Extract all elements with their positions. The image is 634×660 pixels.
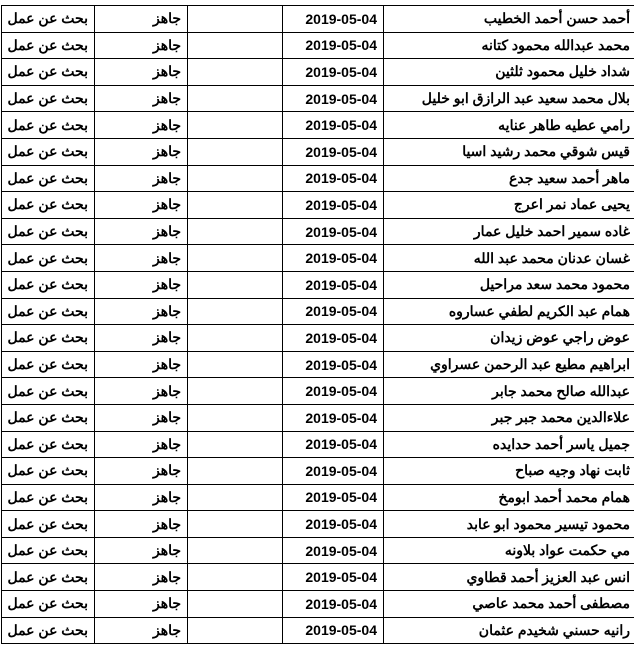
empty-cell bbox=[188, 85, 283, 112]
state-cell: جاهز bbox=[95, 85, 188, 112]
applicant-name-cell: رامي عطيه طاهر عنايه bbox=[384, 112, 634, 139]
date-cell: 2019-05-04 bbox=[283, 537, 384, 564]
status-cell: بحث عن عمل bbox=[2, 484, 95, 511]
empty-cell bbox=[188, 484, 283, 511]
empty-cell bbox=[188, 591, 283, 618]
state-cell: جاهز bbox=[95, 591, 188, 618]
state-cell: جاهز bbox=[95, 564, 188, 591]
applicant-name-cell: غسان عدنان محمد عبد الله bbox=[384, 245, 634, 272]
table-row bbox=[2, 404, 634, 431]
date-cell: 2019-05-04 bbox=[283, 378, 384, 405]
applicant-name-cell: همام محمد أحمد ابومخ bbox=[384, 484, 634, 511]
state-cell: جاهز bbox=[95, 112, 188, 139]
state-cell: جاهز bbox=[95, 511, 188, 538]
status-cell: بحث عن عمل bbox=[2, 112, 95, 139]
table-row bbox=[2, 564, 634, 591]
table-row bbox=[2, 458, 634, 485]
status-cell: بحث عن عمل bbox=[2, 351, 95, 378]
status-cell: بحث عن عمل bbox=[2, 298, 95, 325]
applicant-name-cell: غاده سمير احمد خليل عمار bbox=[384, 218, 634, 245]
applicant-name-cell: يحيى عماد نمر اعرج bbox=[384, 192, 634, 219]
status-cell: بحث عن عمل bbox=[2, 617, 95, 644]
applicant-name-cell: محمود تيسير محمود ابو عابد bbox=[384, 511, 634, 538]
applicant-name-cell: همام عبد الكريم لطفي عساروه bbox=[384, 298, 634, 325]
applicant-name-cell: محمد عبدالله محمود كتانه bbox=[384, 32, 634, 59]
table-row bbox=[2, 617, 634, 644]
date-cell: 2019-05-04 bbox=[283, 484, 384, 511]
state-cell: جاهز bbox=[95, 218, 188, 245]
empty-cell bbox=[188, 59, 283, 86]
status-cell: بحث عن عمل bbox=[2, 245, 95, 272]
applicant-name-cell: رانيه حسني شخيدم عثمان bbox=[384, 617, 634, 644]
state-cell: جاهز bbox=[95, 271, 188, 298]
state-cell: جاهز bbox=[95, 59, 188, 86]
applicant-name-cell: ماهر أحمد سعيد جدع bbox=[384, 165, 634, 192]
state-cell: جاهز bbox=[95, 458, 188, 485]
date-cell: 2019-05-04 bbox=[283, 138, 384, 165]
date-cell: 2019-05-04 bbox=[283, 85, 384, 112]
date-cell: 2019-05-04 bbox=[283, 298, 384, 325]
date-cell: 2019-05-04 bbox=[283, 511, 384, 538]
date-cell: 2019-05-04 bbox=[283, 271, 384, 298]
empty-cell bbox=[188, 378, 283, 405]
date-cell: 2019-05-04 bbox=[283, 564, 384, 591]
state-cell: جاهز bbox=[95, 165, 188, 192]
date-cell: 2019-05-04 bbox=[283, 325, 384, 352]
empty-cell bbox=[188, 6, 283, 33]
table-row bbox=[2, 325, 634, 352]
applicant-name-cell: أحمد حسن أحمد الخطيب bbox=[384, 6, 634, 33]
empty-cell bbox=[188, 431, 283, 458]
applicant-name-cell: عوض راجي عوض زيدان bbox=[384, 325, 634, 352]
status-cell: بحث عن عمل bbox=[2, 591, 95, 618]
table-row bbox=[2, 298, 634, 325]
applicant-name-cell: مي حكمت عواد بلاونه bbox=[384, 537, 634, 564]
empty-cell bbox=[188, 138, 283, 165]
status-cell: بحث عن عمل bbox=[2, 271, 95, 298]
date-cell: 2019-05-04 bbox=[283, 165, 384, 192]
table-row bbox=[2, 218, 634, 245]
empty-cell bbox=[188, 458, 283, 485]
table-row bbox=[2, 245, 634, 272]
table-row bbox=[2, 537, 634, 564]
table-row bbox=[2, 138, 634, 165]
status-cell: بحث عن عمل bbox=[2, 165, 95, 192]
status-cell: بحث عن عمل bbox=[2, 192, 95, 219]
date-cell: 2019-05-04 bbox=[283, 431, 384, 458]
state-cell: جاهز bbox=[95, 192, 188, 219]
date-cell: 2019-05-04 bbox=[283, 458, 384, 485]
state-cell: جاهز bbox=[95, 245, 188, 272]
applicant-name-cell: عبدالله صالح محمد جابر bbox=[384, 378, 634, 405]
state-cell: جاهز bbox=[95, 617, 188, 644]
table-row bbox=[2, 484, 634, 511]
empty-cell bbox=[188, 218, 283, 245]
date-cell: 2019-05-04 bbox=[283, 617, 384, 644]
empty-cell bbox=[188, 537, 283, 564]
applicant-name-cell: ابراهيم مطيع عبد الرحمن عسراوي bbox=[384, 351, 634, 378]
state-cell: جاهز bbox=[95, 298, 188, 325]
table-row bbox=[2, 85, 634, 112]
table-row bbox=[2, 6, 634, 33]
empty-cell bbox=[188, 325, 283, 352]
empty-cell bbox=[188, 617, 283, 644]
empty-cell bbox=[188, 298, 283, 325]
state-cell: جاهز bbox=[95, 537, 188, 564]
state-cell: جاهز bbox=[95, 431, 188, 458]
date-cell: 2019-05-04 bbox=[283, 59, 384, 86]
table-row bbox=[2, 431, 634, 458]
table-row bbox=[2, 192, 634, 219]
applicant-name-cell: ثابت نهاد وجيه صباح bbox=[384, 458, 634, 485]
date-cell: 2019-05-04 bbox=[283, 404, 384, 431]
status-cell: بحث عن عمل bbox=[2, 59, 95, 86]
table-row bbox=[2, 32, 634, 59]
state-cell: جاهز bbox=[95, 404, 188, 431]
state-cell: جاهز bbox=[95, 6, 188, 33]
empty-cell bbox=[188, 192, 283, 219]
status-cell: بحث عن عمل bbox=[2, 218, 95, 245]
status-cell: بحث عن عمل bbox=[2, 458, 95, 485]
date-cell: 2019-05-04 bbox=[283, 351, 384, 378]
applicant-name-cell: شداد خليل محمود ثلثين bbox=[384, 59, 634, 86]
date-cell: 2019-05-04 bbox=[283, 112, 384, 139]
applicant-name-cell: قيس شوقي محمد رشيد اسيا bbox=[384, 138, 634, 165]
date-cell: 2019-05-04 bbox=[283, 192, 384, 219]
table-row bbox=[2, 378, 634, 405]
empty-cell bbox=[188, 404, 283, 431]
status-cell: بحث عن عمل bbox=[2, 404, 95, 431]
applicants-table-body bbox=[2, 6, 634, 644]
empty-cell bbox=[188, 271, 283, 298]
applicant-name-cell: انس عبد العزيز أحمد قطاوي bbox=[384, 564, 634, 591]
empty-cell bbox=[188, 32, 283, 59]
state-cell: جاهز bbox=[95, 484, 188, 511]
applicant-name-cell: مصطفى أحمد محمد عاصي bbox=[384, 591, 634, 618]
date-cell: 2019-05-04 bbox=[283, 32, 384, 59]
state-cell: جاهز bbox=[95, 378, 188, 405]
empty-cell bbox=[188, 564, 283, 591]
date-cell: 2019-05-04 bbox=[283, 591, 384, 618]
empty-cell bbox=[188, 165, 283, 192]
table-row bbox=[2, 165, 634, 192]
table-row bbox=[2, 271, 634, 298]
status-cell: بحث عن عمل bbox=[2, 564, 95, 591]
status-cell: بحث عن عمل bbox=[2, 325, 95, 352]
state-cell: جاهز bbox=[95, 351, 188, 378]
state-cell: جاهز bbox=[95, 325, 188, 352]
table-row bbox=[2, 59, 634, 86]
applicant-name-cell: محمود محمد سعد مراحيل bbox=[384, 271, 634, 298]
status-cell: بحث عن عمل bbox=[2, 85, 95, 112]
table-row bbox=[2, 511, 634, 538]
applicant-name-cell: علاءالدين محمد جبر جبر bbox=[384, 404, 634, 431]
status-cell: بحث عن عمل bbox=[2, 431, 95, 458]
applicant-name-cell: جميل ياسر أحمد حدايده bbox=[384, 431, 634, 458]
table-row bbox=[2, 112, 634, 139]
applicants-table bbox=[1, 5, 634, 644]
state-cell: جاهز bbox=[95, 138, 188, 165]
empty-cell bbox=[188, 245, 283, 272]
status-cell: بحث عن عمل bbox=[2, 511, 95, 538]
date-cell: 2019-05-04 bbox=[283, 245, 384, 272]
table-row bbox=[2, 351, 634, 378]
status-cell: بحث عن عمل bbox=[2, 138, 95, 165]
empty-cell bbox=[188, 351, 283, 378]
date-cell: 2019-05-04 bbox=[283, 6, 384, 33]
table-row bbox=[2, 591, 634, 618]
empty-cell bbox=[188, 511, 283, 538]
status-cell: بحث عن عمل bbox=[2, 6, 95, 33]
applicant-name-cell: بلال محمد سعيد عبد الرازق ابو خليل bbox=[384, 85, 634, 112]
state-cell: جاهز bbox=[95, 32, 188, 59]
status-cell: بحث عن عمل bbox=[2, 32, 95, 59]
date-cell: 2019-05-04 bbox=[283, 218, 384, 245]
empty-cell bbox=[188, 112, 283, 139]
status-cell: بحث عن عمل bbox=[2, 537, 95, 564]
status-cell: بحث عن عمل bbox=[2, 378, 95, 405]
